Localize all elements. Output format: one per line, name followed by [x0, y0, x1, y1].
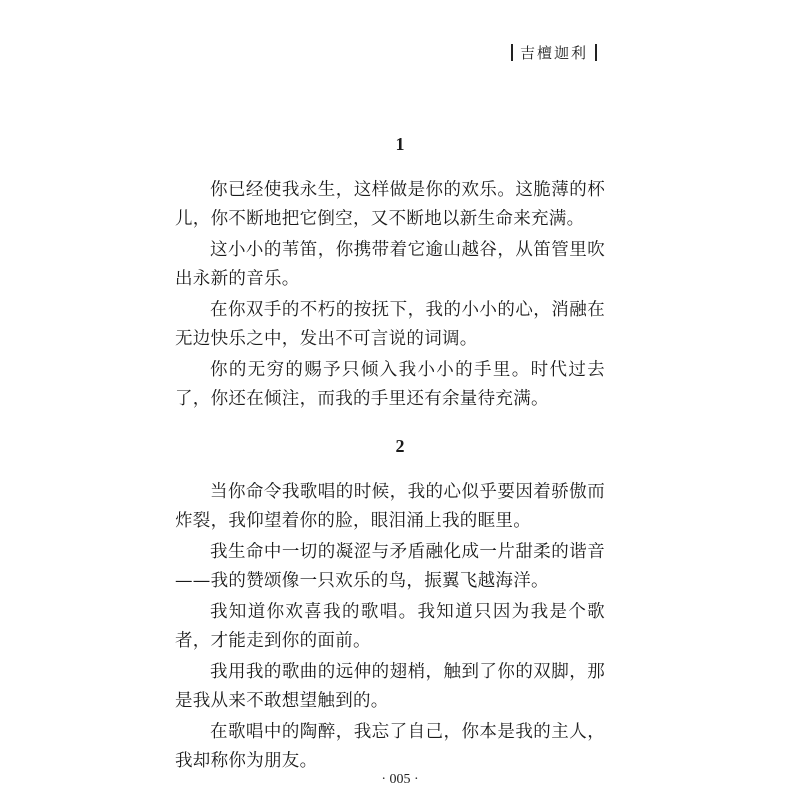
paragraph: 我生命中一切的凝涩与矛盾融化成一片甜柔的谐音——我的赞颂像一只欢乐的鸟，振翼飞越海洋。 [175, 542, 605, 591]
paragraph: 我知道你欢喜我的歌唱。我知道只因为我是个歌者，才能走到你的面前。 [175, 602, 605, 651]
paragraph: 你已经使我永生，这样做是你的欢乐。这脆薄的杯儿，你不断地把它倒空，又不断地以新生命来充满。 [175, 180, 605, 229]
page-number: · 005 · [381, 772, 419, 787]
section-number-1: 1 [395, 134, 405, 154]
section-2-text [175, 478, 605, 778]
header-right-rule [595, 44, 597, 61]
paragraph: 我用我的歌曲的远伸的翅梢，触到了你的双脚，那是我从来不敢想望触到的。 [175, 662, 605, 711]
paragraph: 你的无穷的赐予只倾入我小小的手里。时代过去了，你还在倾注，而我的手里还有余量待充满。 [175, 360, 605, 409]
book-title: 吉檀迦利 [519, 44, 588, 62]
section-number-2: 2 [395, 436, 405, 456]
header-left-rule [511, 44, 513, 61]
paragraph: 这小小的苇笛，你携带着它逾山越谷，从笛管里吹出永新的音乐。 [175, 240, 605, 289]
section-1-text [175, 176, 605, 416]
paragraph: 在你双手的不朽的按抚下，我的小小的心，消融在无边快乐之中，发出不可言说的词调。 [175, 300, 605, 349]
paragraph: 当你命令我歌唱的时候，我的心似乎要因着骄傲而炸裂，我仰望着你的脸，眼泪涌上我的眶里。 [175, 482, 605, 531]
running-header [504, 42, 604, 63]
paragraph: 在歌唱中的陶醉，我忘了自己，你本是我的主人，我却称你为朋友。 [175, 722, 605, 771]
